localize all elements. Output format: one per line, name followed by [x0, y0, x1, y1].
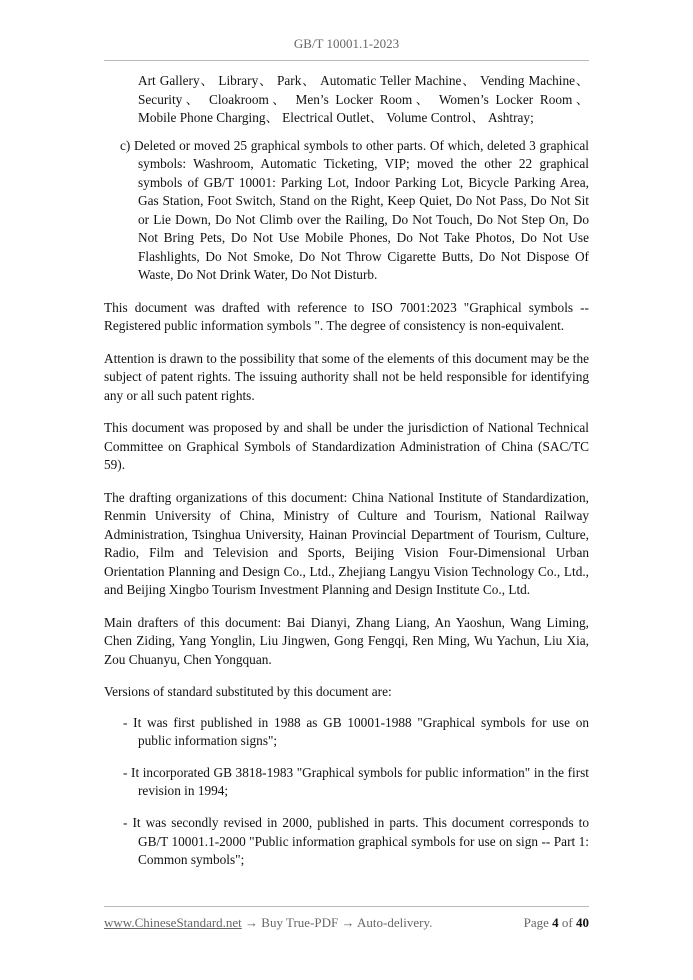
page-counter [524, 915, 589, 931]
page-body [104, 72, 589, 883]
auto-delivery-text: Auto-delivery. [357, 915, 433, 930]
jurisdiction-paragraph: This document was proposed by and shall be under the jurisdiction of National Technical Committee on Graphical Symbols of Standardization Administration of China (SAC/TC 59). [104, 420, 589, 472]
continued-list [104, 72, 589, 128]
buy-pdf-text: Buy True-PDF [261, 915, 339, 930]
header-divider [104, 60, 589, 61]
continued-list-line: Security、 Cloakroom、 Men’s Locker Room、 Women’s Locker Room、 [138, 91, 589, 107]
continued-list-line: Art Gallery、 Library、 Park、 Automatic Teller Machine、 Vending Machine、 [138, 73, 589, 88]
versions-heading: Versions of standard substituted by this document are: [104, 684, 392, 699]
main-drafters-paragraph: Main drafters of this document: Bai Dianyi, Zhang Liang, An Yaoshun, Wang Liming, Chen Ziding, Yang Yonglin, Liu Jingwen, Gong Fengqi, Ren Ming, Wu Yachun, Liu Xia, Zou Chuanyu, Chen Yongquan. [104, 614, 589, 667]
version-item: - It was first published in 1988 as GB 10001-1988 "Graphical symbols for use on public information signs"; [123, 714, 589, 748]
of-label: of [561, 915, 573, 930]
current-page-number: 4 [552, 915, 559, 930]
list-item-c: c) Deleted or moved 25 graphical symbols to other parts. Of which, deleted 3 graphical symbols: Washroom, Automatic Ticketing, VIP; moved the other 22 graphical symbols of GB/T 10001: Parking Lot, Indoor Parking Lot, Bicycle Parking Area, Gas Station, Foot Switch, Stand on the Right, Keep Quiet, Do Not Pass, Do Not Sit or Lie Down, Do Not Climb over the Railing, Do Not Touch, Do Not Step On, Do Not Bring Pets, Do Not Use Mobile Phones, Do Not Take Photos, Do Not Use Flashlights, Do Not Smoke, Do Not Throw Cigarette Butts, Do Not Dispose Of Waste, Do Not Drink Water, Do Not Disturb. [120, 137, 589, 282]
continued-list-line: Mobile Phone Charging、 Electrical Outlet、 Volume Control、 Ashtray; [138, 110, 534, 125]
total-pages-number: 40 [576, 915, 589, 930]
drafting-organizations-paragraph: The drafting organizations of this document: China National Institute of Standardization, Renmin University of China, Ministry of Culture and Tourism, National Railway Administration, Tsinghua University, Hainan Provincial Department of Tourism, Culture, Radio, Film and Television and Sports, Beijing Vision Four-Dimensional Urban Orientation Planning and Design Co., Ltd., Zhejiang Langyu Vision Technology Co., Ltd., and Beijing Xingbo Tourism Investment Planning and Design Institute Co., Ltd. [104, 489, 589, 597]
footer-divider [104, 906, 589, 907]
footer-promo [104, 915, 432, 931]
site-link[interactable]: www.ChineseStandard.net [104, 915, 242, 930]
version-item: - It incorporated GB 3818-1983 "Graphical symbols for public information" in the first revision in 1994; [123, 764, 589, 799]
reference-paragraph: This document was drafted with reference to ISO 7001:2023 "Graphical symbols -- Registered public information symbols ". The degree of consistency is non-equivalent. [104, 299, 589, 333]
arrow-icon: → [245, 915, 259, 930]
patent-paragraph: Attention is drawn to the possibility that some of the elements of this document may be the subject of patent rights. The issuing authority shall not be held responsible for identifying any or all such patent rights. [104, 350, 589, 403]
page-label: Page [523, 915, 549, 930]
version-item: - It was secondly revised in 2000, published in parts. This document corresponds to GB/T 10001.1-2000 "Public information graphical symbols for use on sign -- Part 1: Common symbols"; [123, 815, 589, 868]
arrow-icon: → [341, 915, 355, 930]
running-header: GB/T 10001.1-2023 [293, 36, 400, 51]
